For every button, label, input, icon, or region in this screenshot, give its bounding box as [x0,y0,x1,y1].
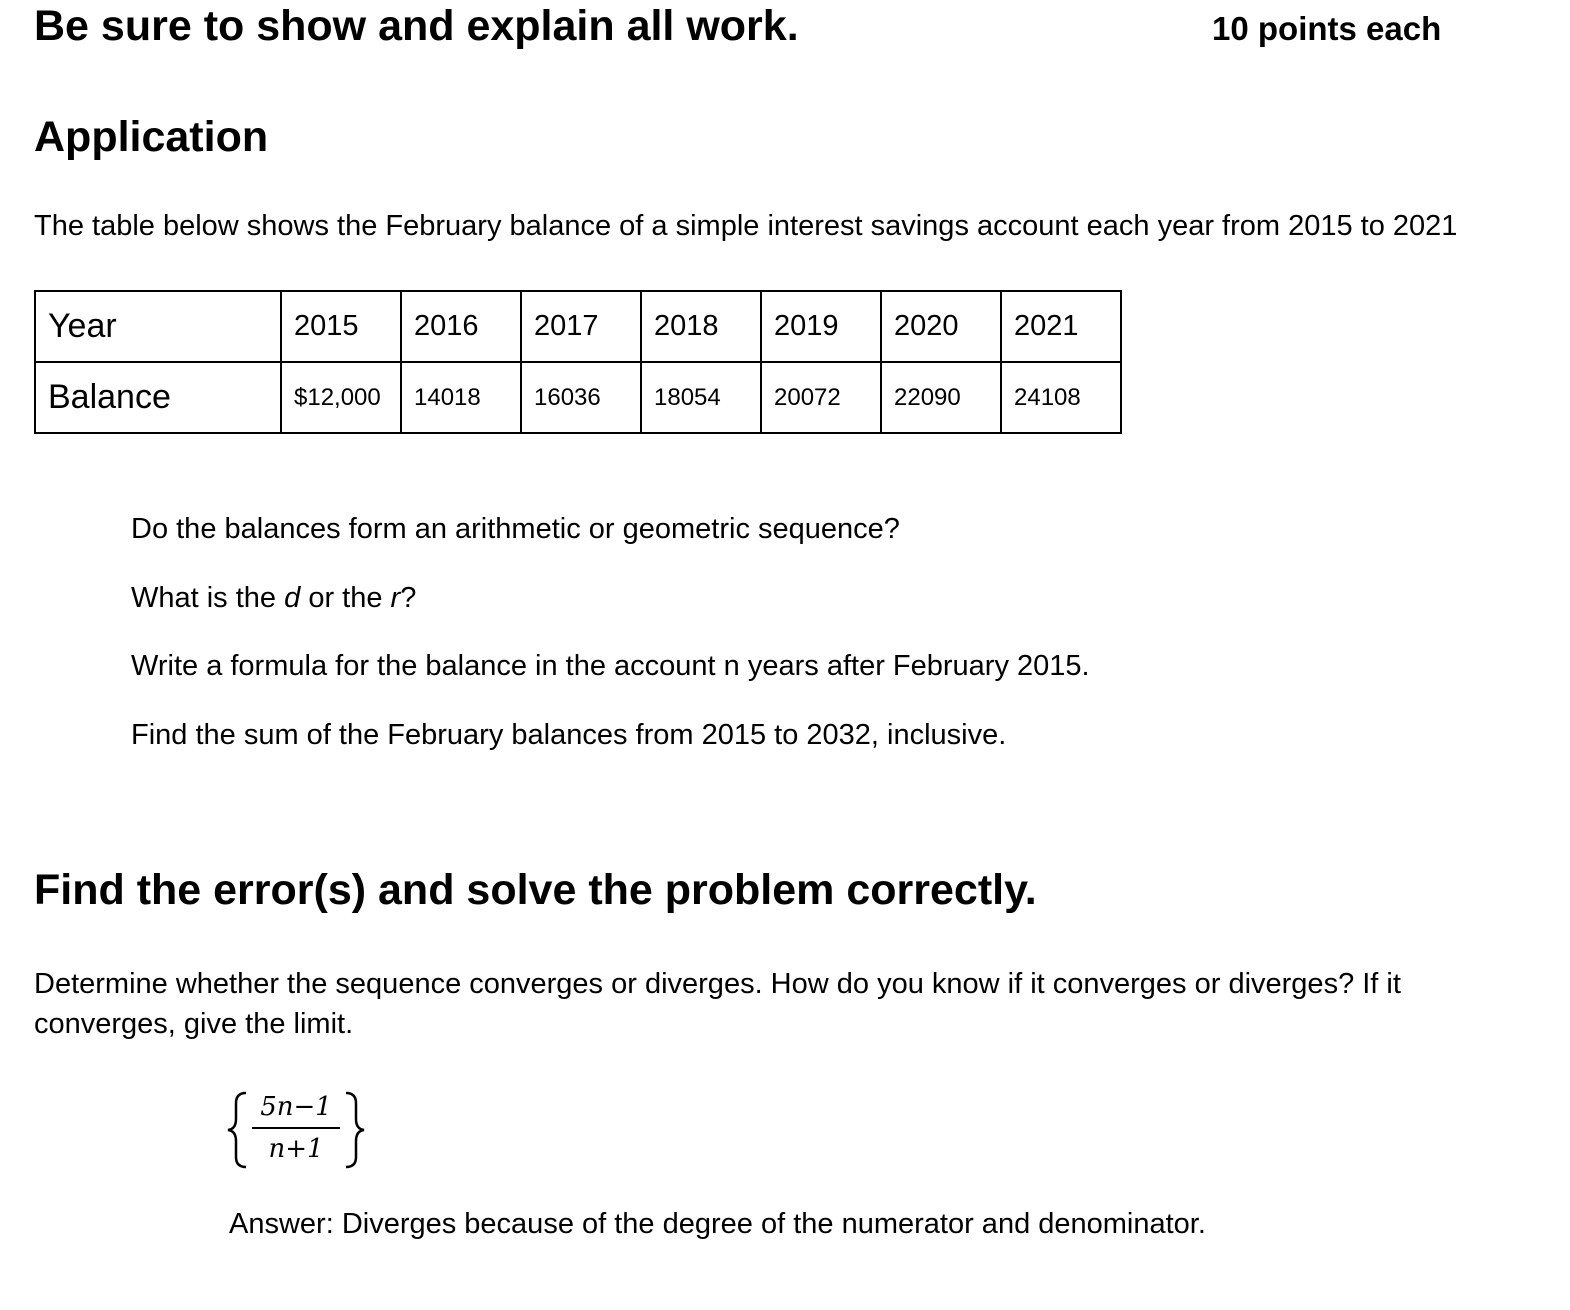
row-header-balance: Balance [35,362,281,433]
year-cell: 2021 [1001,291,1121,362]
question-text: What is the [131,582,285,614]
year-cell: 2018 [641,291,761,362]
variable-d: d [284,582,301,614]
error-section-heading: Find the error(s) and solve the problem correctly. [34,866,1037,914]
balance-cell: 14018 [401,362,521,433]
question-formula: Write a formula for the balance in the account n years after February 2015. [131,650,1090,682]
row-header-year: Year [35,291,281,362]
table-row-year [35,291,1121,362]
points-label: 10 points each [1212,10,1442,47]
balance-cell: 24108 [1001,362,1121,433]
year-cell: 2019 [761,291,881,362]
convergence-prompt: Determine whether the sequence converges or diverges. How do you know if it converges or diverges? If it converges, give the limit. [34,968,1401,1040]
year-cell: 2020 [881,291,1001,362]
question-sum: Find the sum of the February balances from 2015 to 2032, inclusive. [131,719,1007,751]
question-arithmetic-geometric: Do the balances form an arithmetic or geometric sequence? [131,513,900,545]
balance-cell: 20072 [761,362,881,433]
student-answer: Answer: Diverges because of the degree of the numerator and denominator. [229,1208,1206,1240]
balance-table [34,290,1122,434]
application-heading: Application [34,113,269,161]
fraction-numerator: 5n−1 [260,1092,332,1122]
sequence-formula [226,1085,366,1175]
variable-r: r [390,582,401,614]
balance-cell: $12,000 [281,362,401,433]
question-d-or-r [131,582,416,615]
question-text: or the [300,582,391,614]
application-intro: The table below shows the February balance of a simple interest savings account each year from 2015 to 2021 [34,210,1458,242]
question-text: ? [400,582,417,614]
year-cell: 2017 [521,291,641,362]
table-row-balance [35,362,1121,433]
right-brace [346,1093,364,1167]
balance-cell: 22090 [881,362,1001,433]
left-brace [228,1093,246,1167]
year-cell: 2015 [281,291,401,362]
fraction-denominator: n+1 [268,1134,324,1164]
year-cell: 2016 [401,291,521,362]
balance-cell: 16036 [521,362,641,433]
instructions-heading: Be sure to show and explain all work. [34,2,799,50]
balance-cell: 18054 [641,362,761,433]
